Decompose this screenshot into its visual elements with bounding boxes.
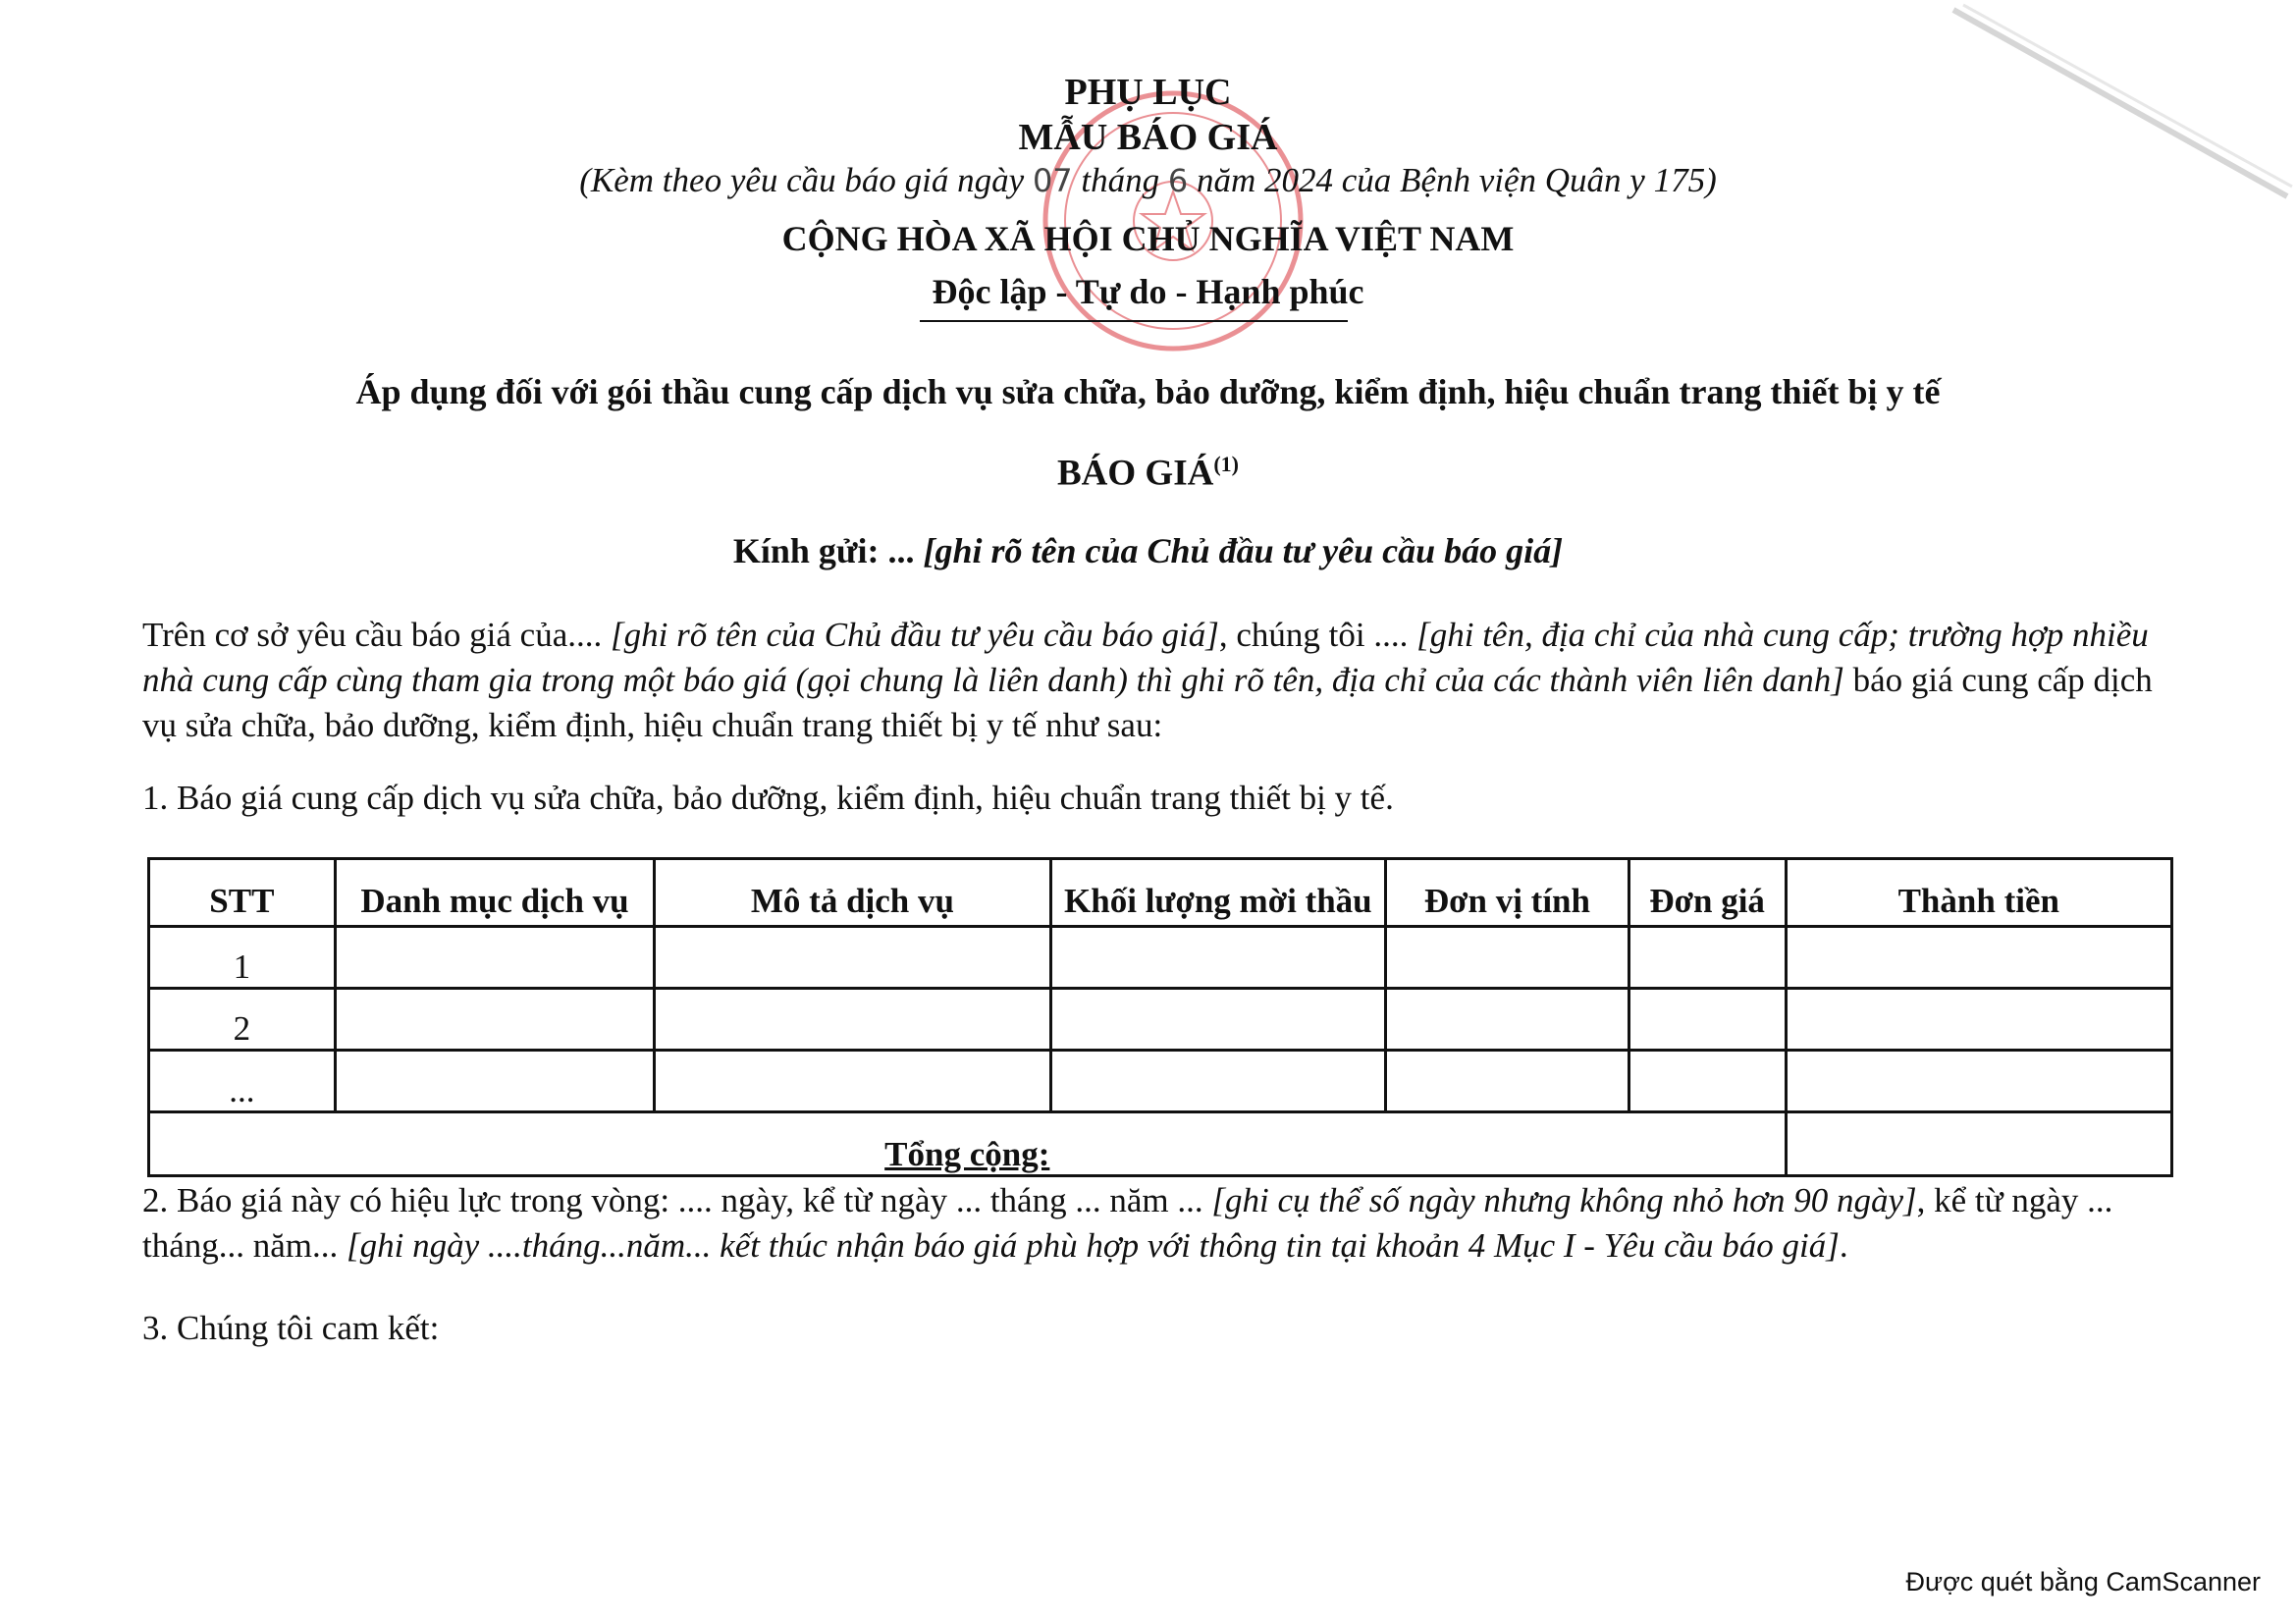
addressee-line	[0, 530, 2296, 571]
table-cell	[335, 927, 655, 989]
table-cell	[1786, 1051, 2171, 1112]
attachment-note-suffix: năm 2024 của Bệnh viện Quân y 175)	[1197, 161, 1717, 199]
motto-underline	[920, 320, 1348, 322]
table-cell	[1629, 1051, 1786, 1112]
table-row	[149, 927, 2172, 989]
national-motto: Độc lập - Tự do - Hạnh phúc	[932, 272, 1364, 311]
row-number-cell: 2	[149, 989, 336, 1051]
total-label: Tổng cộng:	[884, 1135, 1050, 1173]
addressee-label: Kính gửi: ...	[732, 531, 915, 570]
national-title: CỘNG HÒA XÃ HỘI CHỦ NGHĨA VIỆT NAM	[781, 219, 1515, 258]
table-cell	[1050, 927, 1386, 989]
document-title	[0, 452, 2296, 494]
attachment-note-month-label: tháng	[1081, 161, 1160, 199]
scanner-watermark: Được quét bằng CamScanner	[1905, 1567, 2261, 1596]
handwritten-month: 6	[1167, 162, 1189, 199]
table-cell	[1786, 989, 2171, 1051]
section-2-text-2: , kể từ ngày ... tháng... năm...	[142, 1181, 2113, 1265]
table-header-row	[149, 859, 2172, 927]
table-row	[149, 989, 2172, 1051]
section-2-text-1: 2. Báo giá này có hiệu lực trong vòng: .... ngày, kể từ ngày ... tháng ... năm ...	[142, 1181, 1203, 1219]
handwritten-day: 07	[1032, 162, 1073, 199]
table-header-cell: STT	[149, 859, 336, 927]
section-2-placeholder-1: [ghi cụ thể số ngày nhưng không nhỏ hơn 90 ngày]	[1211, 1181, 1917, 1219]
document-title-text: BÁO GIÁ	[1057, 453, 1214, 494]
table-cell	[1386, 1051, 1629, 1112]
intro-placeholder-2: [ghi tên, địa chỉ của nhà cung cấp; trường hợp nhiều nhà cung cấp cùng tham gia trong một báo giá (gọi chung là liên danh) thì ghi rõ tên, địa chỉ của các thành viên liên danh]	[142, 616, 2149, 699]
section-3-heading: 3. Chúng tôi cam kết:	[142, 1309, 440, 1347]
intro-text-3: báo giá cung cấp dịch vụ sửa chữa, bảo dưỡng, kiểm định, hiệu chuẩn trang thiết bị y tế như sau:	[142, 661, 2153, 744]
appendix-heading: PHỤ LỤC	[1064, 72, 1232, 113]
table-cell	[1629, 927, 1786, 989]
table-cell	[1050, 989, 1386, 1051]
table-header-cell: Mô tả dịch vụ	[655, 859, 1050, 927]
table-header-cell: Khối lượng mời thầu	[1050, 859, 1386, 927]
table-header-cell: Đơn vị tính	[1386, 859, 1629, 927]
row-number-cell: 1	[149, 927, 336, 989]
attachment-note	[0, 161, 2296, 200]
attachment-note-prefix: (Kèm theo yêu cầu báo giá ngày	[579, 161, 1025, 199]
total-value-cell	[1786, 1112, 2171, 1176]
section-1-heading: 1. Báo giá cung cấp dịch vụ sửa chữa, bảo dưỡng, kiểm định, hiệu chuẩn trang thiết bị y tế.	[142, 779, 1394, 817]
section-2-placeholder-2: [ghi ngày ....tháng...năm... kết thúc nhận báo giá phù hợp với thông tin tại khoản 4 Mục I - Yêu cầu báo giá]	[347, 1226, 1840, 1265]
table-cell	[1050, 1051, 1386, 1112]
table-header-cell: Danh mục dịch vụ	[335, 859, 655, 927]
row-number-cell: ...	[149, 1051, 336, 1112]
section-2-text-3: .	[1839, 1226, 1848, 1265]
table-cell	[1629, 989, 1786, 1051]
table-cell	[655, 927, 1050, 989]
table-header-cell: Thành tiền	[1786, 859, 2171, 927]
intro-text-1: Trên cơ sở yêu cầu báo giá của....	[142, 616, 603, 654]
table-cell	[1386, 927, 1629, 989]
intro-text-2: , chúng tôi ....	[1218, 616, 1409, 654]
table-row	[149, 1051, 2172, 1112]
table-cell	[1386, 989, 1629, 1051]
addressee-placeholder: [ghi rõ tên của Chủ đầu tư yêu cầu báo giá]	[923, 531, 1564, 570]
section-2-paragraph	[142, 1178, 2184, 1269]
form-heading: MẪU BÁO GIÁ	[1018, 117, 1278, 158]
table-cell	[1786, 927, 2171, 989]
quotation-table	[147, 857, 2173, 1177]
table-header-cell: Đơn giá	[1629, 859, 1786, 927]
footnote-marker: (1)	[1213, 452, 1239, 476]
scope-statement: Áp dụng đối với gói thầu cung cấp dịch vụ sửa chữa, bảo dưỡng, kiểm định, hiệu chuẩn trang thiết bị y tế	[355, 372, 1941, 411]
table-cell	[655, 989, 1050, 1051]
table-cell	[335, 989, 655, 1051]
total-row	[149, 1112, 2172, 1176]
intro-placeholder-1: [ghi rõ tên của Chủ đầu tư yêu cầu báo giá]	[610, 616, 1219, 654]
intro-paragraph	[142, 613, 2184, 748]
table-cell	[335, 1051, 655, 1112]
total-label-cell	[149, 1112, 1787, 1176]
table-cell	[655, 1051, 1050, 1112]
